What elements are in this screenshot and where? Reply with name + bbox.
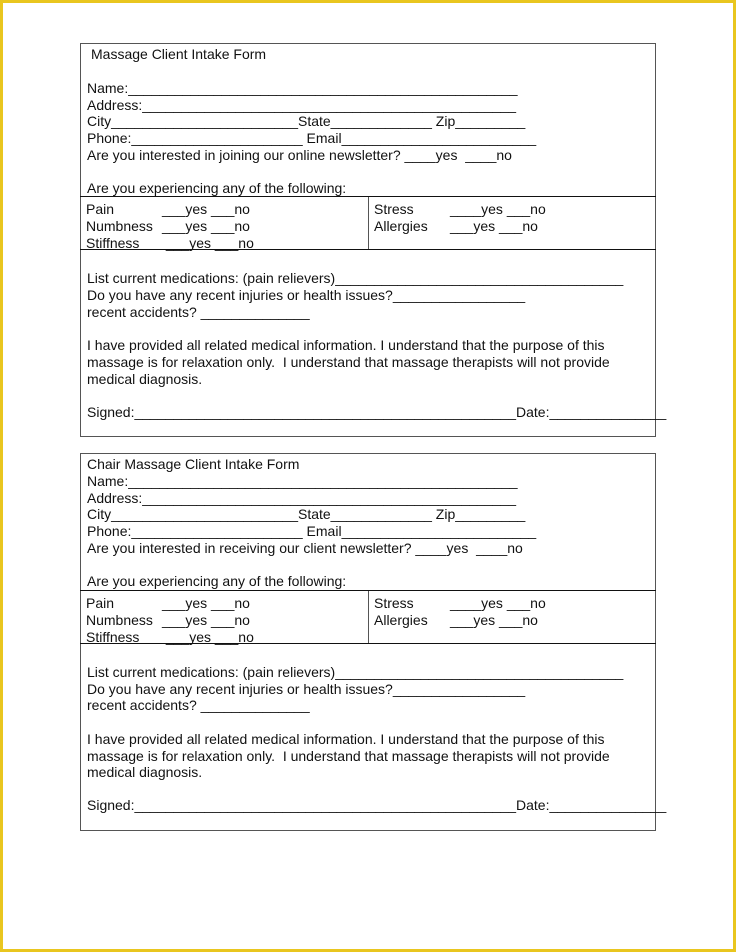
symptoms-divider <box>368 197 369 249</box>
symptom-numbness[interactable] <box>86 218 250 234</box>
symptom-pain[interactable] <box>86 595 250 611</box>
disclaimer-line: massage is for relaxation only. I understand that massage therapists will not provide <box>87 354 610 370</box>
accidents-field[interactable]: recent accidents? ______________ <box>87 697 310 713</box>
signature-date-field[interactable]: Signed:_________________________________________________Date:_______________ <box>87 797 667 813</box>
symptom-stiffness[interactable] <box>86 629 254 645</box>
disclaimer-line: medical diagnosis. <box>87 764 203 780</box>
name-field[interactable]: Name:__________________________________________________ <box>87 80 518 96</box>
symptom-label: Pain <box>86 201 115 217</box>
symptom-options[interactable]: ___yes ___no <box>162 201 250 217</box>
symptom-options[interactable]: ___yes ___no <box>162 235 254 251</box>
disclaimer-line: medical diagnosis. <box>87 371 203 387</box>
symptom-allergies[interactable] <box>374 612 538 628</box>
injuries-field[interactable]: Do you have any recent injuries or health issues?_________________ <box>87 287 526 303</box>
symptom-label: Stress <box>374 201 414 217</box>
symptom-options[interactable]: ____yes ___no <box>450 595 546 611</box>
signature-date-field[interactable]: Signed:_________________________________________________Date:_______________ <box>87 404 667 420</box>
injuries-field[interactable]: Do you have any recent injuries or health issues?_________________ <box>87 681 526 697</box>
address-field[interactable]: Address:________________________________________________ <box>87 490 516 506</box>
newsletter-question[interactable]: Are you interested in joining our online newsletter? ____yes ____no <box>87 147 512 163</box>
city-state-zip-field[interactable]: City________________________State_____________ Zip_________ <box>87 113 526 129</box>
name-field[interactable]: Name:__________________________________________________ <box>87 473 518 489</box>
symptom-options[interactable]: ____yes ___no <box>450 201 546 217</box>
symptom-options[interactable]: ___yes ___no <box>450 612 538 628</box>
symptom-label: Numbness <box>86 218 153 234</box>
symptom-label: Pain <box>86 595 115 611</box>
form-title: Massage Client Intake Form <box>91 46 267 62</box>
symptoms-table <box>80 196 656 250</box>
symptoms-right-column <box>374 199 654 249</box>
symptom-label: Stiffness <box>86 629 140 645</box>
symptoms-table <box>80 590 656 644</box>
symptom-label: Numbness <box>86 612 153 628</box>
medications-field[interactable]: List current medications: (pain relievers)_____________________________________ <box>87 664 624 680</box>
symptom-stiffness[interactable] <box>86 235 254 251</box>
disclaimer-line: I have provided all related medical information. I understand that the purpose of this <box>87 337 605 353</box>
symptom-options[interactable]: ___yes ___no <box>450 218 538 234</box>
chair-massage-intake-form <box>80 453 667 831</box>
disclaimer-line: I have provided all related medical information. I understand that the purpose of this <box>87 731 605 747</box>
city-state-zip-field[interactable]: City________________________State_____________ Zip_________ <box>87 506 526 522</box>
symptom-stress[interactable] <box>374 595 546 611</box>
massage-intake-form <box>80 43 667 437</box>
symptom-options[interactable]: ___yes ___no <box>162 629 254 645</box>
symptoms-right-column <box>374 593 654 643</box>
symptom-label: Stress <box>374 595 414 611</box>
disclaimer-line: massage is for relaxation only. I understand that massage therapists will not provide <box>87 748 610 764</box>
symptoms-left-column <box>86 199 366 249</box>
phone-email-field[interactable]: Phone:______________________ Email_________________________ <box>87 130 537 146</box>
symptom-label: Allergies <box>374 612 428 628</box>
symptom-label: Allergies <box>374 218 428 234</box>
symptom-options[interactable]: ___yes ___no <box>162 595 250 611</box>
symptom-allergies[interactable] <box>374 218 538 234</box>
experiencing-question: Are you experiencing any of the following: <box>87 573 347 589</box>
form-title: Chair Massage Client Intake Form <box>87 456 300 472</box>
symptoms-left-column <box>86 593 366 643</box>
address-field[interactable]: Address:________________________________________________ <box>87 97 516 113</box>
symptom-options[interactable]: ___yes ___no <box>162 218 250 234</box>
newsletter-question[interactable]: Are you interested in receiving our client newsletter? ____yes ____no <box>87 540 523 556</box>
medications-field[interactable]: List current medications: (pain relievers)_____________________________________ <box>87 270 624 286</box>
symptom-numbness[interactable] <box>86 612 250 628</box>
symptom-pain[interactable] <box>86 201 250 217</box>
symptom-label: Stiffness <box>86 235 140 251</box>
experiencing-question: Are you experiencing any of the following: <box>87 180 347 196</box>
symptoms-divider <box>368 591 369 643</box>
symptom-options[interactable]: ___yes ___no <box>162 612 250 628</box>
accidents-field[interactable]: recent accidents? ______________ <box>87 304 310 320</box>
phone-email-field[interactable]: Phone:______________________ Email_________________________ <box>87 523 537 539</box>
symptom-stress[interactable] <box>374 201 546 217</box>
